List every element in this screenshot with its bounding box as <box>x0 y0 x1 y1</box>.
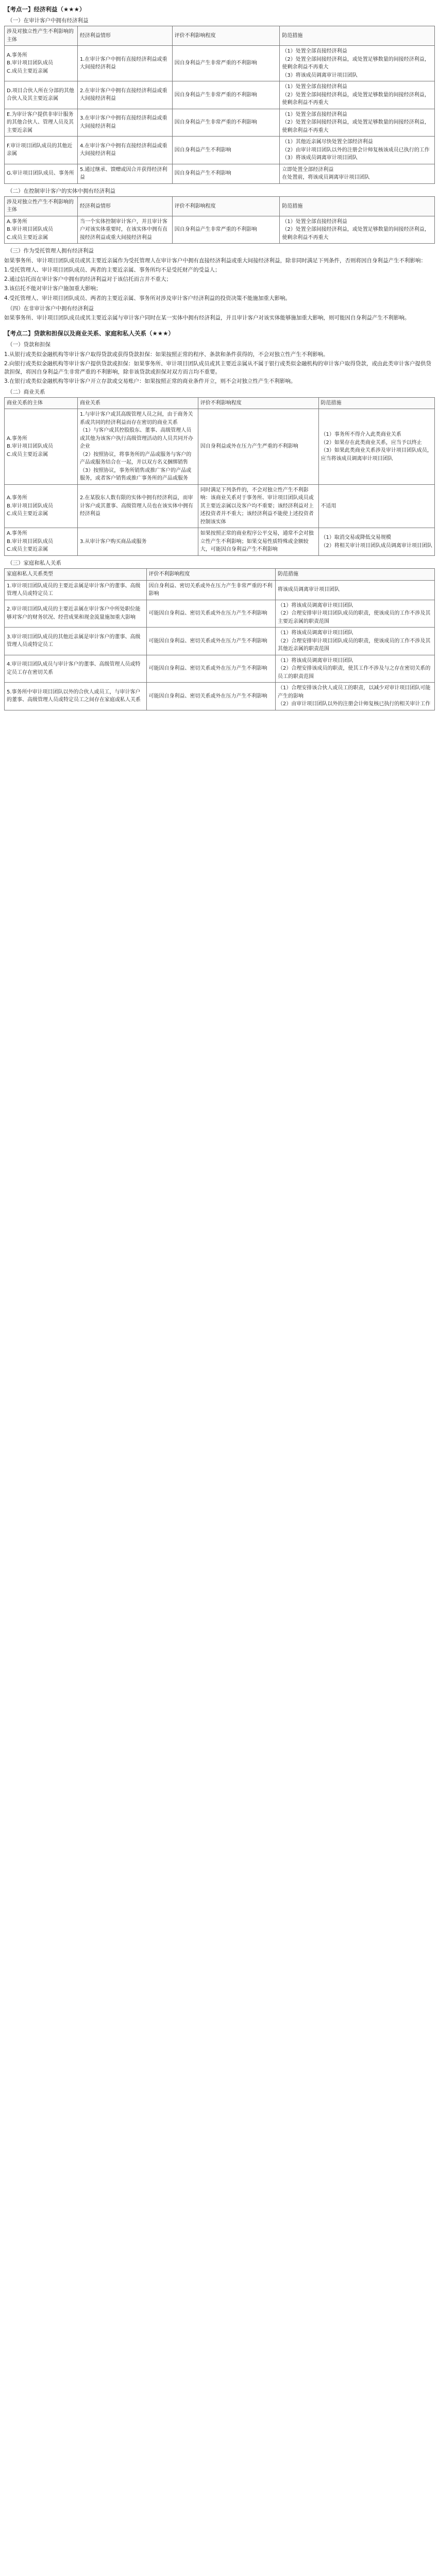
cell-line: 立即处置全部经济利益 <box>282 166 334 173</box>
cell-line: （1）取消交易或降低交易规模 <box>320 535 391 541</box>
table-header-cell: 评价不利影响程度 <box>172 196 280 216</box>
table-header-cell: 防范措施 <box>280 196 435 216</box>
table-controlling-entity <box>4 196 435 244</box>
cell-line: E.为审计客户提供非审计服务的其他合伙人、管理人员及其主要近亲属 <box>7 111 74 133</box>
section-1-sub-3: （三）作为受托管理人拥有经济利益 <box>7 248 94 255</box>
cell-line: 将该成员调离审计项目团队 <box>278 587 340 593</box>
table-cell <box>5 109 78 137</box>
table-cell <box>172 137 280 164</box>
table-row <box>5 683 435 710</box>
cell-line: 因自身利益产生不利影响 <box>174 171 231 177</box>
table-row <box>5 137 435 164</box>
cell-line: G.审计项目团队成员、事务所 <box>7 171 74 177</box>
table-cell <box>77 46 172 81</box>
table-cell <box>172 164 280 183</box>
cell-line: C.成员主要近亲属 <box>7 234 48 241</box>
cell-line: 3.在审计客户中拥有直接经济利益或重大间接经济利益 <box>79 115 167 129</box>
cell-line: A.事务所 <box>7 218 27 225</box>
table-header-cell: 涉及对独立性产生不利影响的主体 <box>5 196 78 216</box>
cell-line: 4.审计项目团队成员与审计客户的董事、高级管理人员或特定员工存在密切关系 <box>7 662 141 675</box>
paragraph: 2.向银行或类似金融机构等审计客户提供贷款或担保：如果事务所、审计项目团队成员或其主要近亲属从不属于银行或类似金融机构的审计客户取得贷款，或由此类审计客户提供贷款担保，将因自身利益产生非常严重的不利影响，除非该贷款或担保对双方而言均不重要。 <box>4 360 432 376</box>
cell-line: 因自身利益产生非常严重的不利影响 <box>174 60 257 66</box>
cell-line: （2）处置全部间接经济利益，或处置足够数量的间接经济利益，使剩余利益不再重大 <box>282 56 430 71</box>
cell-line: （1）将该成员调离审计项目团队 <box>278 657 353 664</box>
cell-line: （2）合理安排审计项目团队成员的职责，使该成员的工作不涉及其主要近亲属的职责范围 <box>278 611 431 624</box>
cell-line: （3）将该成员调离审计项目团队 <box>282 155 358 161</box>
table-header-cell: 经济利益情形 <box>77 196 172 216</box>
table-header-cell: 评价不利影响程度 <box>146 569 276 581</box>
table-cell <box>5 216 78 244</box>
table-cell <box>172 109 280 137</box>
table-row <box>5 109 435 137</box>
table-cell <box>280 216 435 244</box>
table-row <box>5 409 435 485</box>
paragraph: 1.受托管理人、审计项目团队成员、两者的主要近亲属、事务所均不是受托财产的受益人； <box>4 266 221 273</box>
table-cell <box>5 655 147 683</box>
table-cell <box>77 81 172 109</box>
table-cell <box>5 484 78 528</box>
table-header-cell: 防范措施 <box>276 569 435 581</box>
cell-line: 5.通过继承、馈赠或因合并获得经济利益 <box>79 166 167 181</box>
table-cell <box>280 164 435 183</box>
table-cell <box>318 528 434 556</box>
cell-line: （1）将该成员调离审计项目团队 <box>278 630 353 636</box>
cell-line: B.审计项目团队成员 <box>7 503 54 509</box>
table-row <box>5 580 435 600</box>
table-cell <box>198 409 318 485</box>
table-header-cell: 商业关系 <box>77 397 198 409</box>
section-2-sub-1: （一）贷款和担保 <box>7 342 50 348</box>
cell-line: （1）将该成员调离审计项目团队 <box>278 602 353 608</box>
table-cell <box>77 109 172 137</box>
table-family-relationship <box>4 568 435 710</box>
table-cell <box>276 600 435 628</box>
cell-line: （3）按照协议，事务所销售或推广客户的产品或服务，或者客户销售或推广事务所的产品或服务 <box>79 467 192 482</box>
cell-line: 可能因自身利益、密切关系或外在压力产生不利影响 <box>148 693 267 699</box>
table-cell <box>77 484 198 528</box>
cell-line: （1）其他近亲属尽快处置全部经济利益 <box>282 139 373 145</box>
table-row <box>5 164 435 183</box>
cell-line: 3.审计项目团队成员的其他近亲属是审计客户的董事、高级管理人员或特定员工 <box>7 634 141 648</box>
table-header-cell: 评价不利影响程度 <box>172 26 280 46</box>
cell-line: （2）处置全部间接经济利益，或处置足够数量的间接经济利益，使剩余利益不再重大 <box>282 92 430 106</box>
cell-line: （1）处置全部直接经济利益 <box>282 84 347 90</box>
cell-line: 在处置前，将该成员调离审计项目团队 <box>282 175 370 181</box>
cell-line: （1）事务所不得介入此类商业关系 <box>320 432 401 438</box>
cell-line: 1.审计项目团队成员的主要近亲属是审计客户的董事、高级管理人员或特定员工 <box>7 583 141 597</box>
table-cell <box>5 164 78 183</box>
cell-line: （2）如果存在此类商业关系，应当予以终止 <box>320 439 422 446</box>
table-cell <box>77 164 172 183</box>
cell-line: F.审计项目团队成员的其他近亲属 <box>7 143 73 157</box>
cell-line: 5.事务所中审计项目团队以外的合伙人或员工，与审计客户的董事、高级管理人员或特定员工之间存在家庭或私人关系 <box>7 689 141 703</box>
table-row <box>5 46 435 81</box>
cell-line: 2.在某股东人数有限的实体中拥有经济利益，而审计客户或其董事、高级管理人员也在该实体中拥有经济利益 <box>79 495 193 517</box>
cell-line: B.审计项目团队成员 <box>7 60 54 66</box>
cell-line: C.成员主要近亲属 <box>7 547 48 553</box>
cell-line: 因自身利益或外在压力产生严重的不利影响 <box>200 444 298 450</box>
table-cell <box>198 484 318 528</box>
table-cell <box>318 484 434 528</box>
cell-line: 不适用 <box>320 503 336 509</box>
cell-line: （1）处置全部直接经济利益 <box>282 218 347 225</box>
table-header-cell: 防范措施 <box>318 397 434 409</box>
table-cell <box>276 628 435 655</box>
cell-line: （1）与客户或其控股股东、董事、高级管理人员或其他为该客户执行高级管理活动的人员共同开办企业 <box>79 428 193 450</box>
cell-line: 2.在审计客户中拥有直接经济利益或重大间接经济利益 <box>79 88 167 102</box>
section-2-title: 【考点二】贷款和担保以及商业关系、家庭和私人关系（★★★） <box>4 330 174 337</box>
table-cell <box>5 137 78 164</box>
cell-line: （2）处置全部间接经济利益，或处置足够数量的间接经济利益，使剩余利益不再重大 <box>282 227 430 241</box>
cell-line: （2）处置全部间接经济利益，或处置足够数量的间接经济利益，使剩余利益不再重大 <box>282 120 430 133</box>
paragraph: 如果事务所、审计项目团队成员或其主要近亲属作为受托管理人在审计客户中拥有直接经济利益或重大间接经济利益，除非同时满足下列条件，否则将因自身利益产生不利影响： <box>4 257 426 264</box>
cell-line: 可能因自身利益、密切关系或外在压力产生不利影响 <box>148 638 267 644</box>
cell-line: B.审计项目团队成员 <box>7 538 54 545</box>
table-cell <box>318 409 434 485</box>
table-cell <box>280 137 435 164</box>
section-2-sub-2: （二）商业关系 <box>7 388 45 395</box>
cell-line: （1）合理安排该合伙人或员工的职责，以减少对审计项目团队可能产生的影响 <box>278 685 431 699</box>
table-cell <box>280 81 435 109</box>
table-cell <box>5 580 147 600</box>
table-row <box>5 216 435 244</box>
table-cell <box>198 528 318 556</box>
paragraph: 3.在银行或类似金融机构等审计客户开立存款或交易账户：如果按照正常的商业条件开立，则不会对独立性产生不利影响。 <box>4 378 296 385</box>
cell-line: A.事务所 <box>7 531 27 537</box>
cell-line: （2）由审计项目团队以外的注册会计师复核该成员已执行的工作 <box>282 147 430 153</box>
table-cell <box>77 528 198 556</box>
cell-line: 如果按照正常的商业程序公平交易，通常不会对独立性产生不利影响；如果交易性质特殊或金额较大，可能因自身利益产生不利影响 <box>200 531 314 553</box>
table-row <box>5 528 435 556</box>
cell-line: 因自身利益、密切关系或外在压力产生非常严重的不利影响 <box>148 583 273 597</box>
table-cell <box>5 683 147 710</box>
cell-line: B.审计项目团队成员 <box>7 227 54 233</box>
table-cell <box>5 628 147 655</box>
table-cell <box>5 600 147 628</box>
table-cell <box>172 216 280 244</box>
paragraph: 4.受托管理人、审计项目团队成员、两者的主要近亲属、事务所对涉及审计客户经济利益的投资决策不能施加重大影响。 <box>4 295 291 301</box>
table-cell <box>77 137 172 164</box>
cell-line: C.成员主要近亲属 <box>7 511 48 517</box>
table-cell <box>146 683 276 710</box>
table-cell <box>77 216 172 244</box>
table-cell <box>5 81 78 109</box>
cell-line: 因自身利益产生非常严重的不利影响 <box>174 120 257 126</box>
section-1-sub-4: （四）在非审计客户中拥有经济利益 <box>7 305 94 312</box>
table-cell <box>146 600 276 628</box>
section-1-title: 【考点一】经济利益（★★★） <box>4 6 86 13</box>
cell-line: 1.与审计客户或其高级管理人员之间，由于商务关系或共同的经济利益而存在密切的商业关系 <box>79 412 193 426</box>
cell-line: 因自身利益产生非常严重的不利影响 <box>174 227 257 233</box>
table-cell <box>280 46 435 81</box>
cell-line: 2.审计项目团队成员的主要近亲属在审计客户中所处职位能够对客户的财务状况、经营成果和现金流量施加重大影响 <box>7 606 141 620</box>
table-row <box>5 655 435 683</box>
table-header-row <box>5 196 435 216</box>
table-economic-interest <box>4 26 435 184</box>
cell-line: （3）将该成员调离审计项目团队 <box>282 72 358 78</box>
cell-line: 4.在审计客户中拥有直接经济利益或重大间接经济利益 <box>79 143 167 157</box>
table-cell <box>172 81 280 109</box>
table-cell <box>5 528 78 556</box>
table-cell <box>146 655 276 683</box>
cell-line: （2）合理安排审计项目团队成员的职责，使该成员的工作不涉及其其他近亲属的职责范围 <box>278 638 431 652</box>
paragraph: 3.该信托不能对审计客户施加重大影响； <box>4 285 102 292</box>
table-cell <box>5 46 78 81</box>
cell-line: （2）按照协议，将事务所的产品或服务与客户的产品或服务结合在一起，并以双方名义捆绑销售 <box>79 451 192 466</box>
cell-line: （2）合理安排该成员的职责，使其工作不涉及与之存在密切关系的员工的职责范围 <box>278 666 431 680</box>
section-1-sub-2: （二）在控制审计客户的实体中拥有经济利益 <box>7 188 115 194</box>
table-row <box>5 484 435 528</box>
cell-line: D.项目合伙人所在分部的其他合伙人及其主要近亲属 <box>7 88 74 102</box>
table-cell <box>276 683 435 710</box>
table-cell <box>276 580 435 600</box>
cell-line: 当一个实体控制审计客户，并且审计客户对该实体重要时，在该实体中拥有直接经济利益或重大间接经济利益 <box>79 218 167 241</box>
paragraph: 如果事务所、审计项目团队成员或其主要近亲属与审计客户同时在某一实体中拥有经济利益，并且审计客户对该实体能够施加重大影响，则可能因自身利益产生不利影响。 <box>4 315 410 321</box>
document-page <box>0 0 439 717</box>
cell-line: 因自身利益产生非常严重的不利影响 <box>174 92 257 98</box>
cell-line: 1.在审计客户中拥有直接经济利益或重大间接经济利益 <box>79 56 167 71</box>
cell-line: （2）将相关审计项目团队成员调离审计项目团队 <box>320 543 432 549</box>
table-header-cell: 家庭和私人关系类型 <box>5 569 147 581</box>
table-row <box>5 628 435 655</box>
section-2-sub-3: （三）家庭和私人关系 <box>7 560 61 566</box>
cell-line: （3）如果此类商业关系涉及审计项目团队成员，应当将该成员调离审计项目团队 <box>320 448 432 462</box>
table-cell <box>5 409 78 485</box>
paragraph: 1.从银行或类似金融机构等审计客户取得贷款或获得贷款担保：如果按照正常的程序、条款和条件获得的，不会对独立性产生不利影响。 <box>4 351 329 358</box>
cell-line: C.成员主要近亲属 <box>7 68 48 74</box>
table-cell <box>146 580 276 600</box>
cell-line: 可能因自身利益、密切关系或外在压力产生不利影响 <box>148 666 267 672</box>
cell-line: 同时满足下列条件的，不会对独立性产生不利影响：该商业关系对于事务所、审计项目团队成员或其主要近亲属以及客户均不重要；该经济利益对上述投资者并不重大；该经济利益不能使上述投资者控制该实体 <box>200 487 314 525</box>
table-header-cell: 涉及对独立性产生不利影响的主体 <box>5 26 78 46</box>
cell-line: （2）由审计项目团队以外的注册会计师复核已执行的相关审计工作 <box>278 701 431 707</box>
table-cell <box>172 46 280 81</box>
table-header-row <box>5 569 435 581</box>
table-cell <box>276 655 435 683</box>
cell-line: A.事务所 <box>7 435 27 442</box>
table-cell <box>77 409 198 485</box>
cell-line: A.事务所 <box>7 52 27 58</box>
table-row <box>5 81 435 109</box>
cell-line: 可能因自身利益、密切关系或外在压力产生不利影响 <box>148 611 267 617</box>
section-1-sub-1: （一）在审计客户中拥有经济利益 <box>7 17 89 24</box>
table-header-row <box>5 26 435 46</box>
cell-line: （1）处置全部直接经济利益 <box>282 48 347 55</box>
cell-line: B.审计项目团队成员 <box>7 444 54 450</box>
cell-line: A.事务所 <box>7 495 27 501</box>
table-business-relationship <box>4 397 435 556</box>
table-row <box>5 600 435 628</box>
table-cell <box>146 628 276 655</box>
table-cell <box>280 109 435 137</box>
table-header-row <box>5 397 435 409</box>
table-header-cell: 商业关系的主体 <box>5 397 78 409</box>
table-header-cell: 评价不利影响程度 <box>198 397 318 409</box>
table-header-cell: 防范措施 <box>280 26 435 46</box>
cell-line: 因自身利益产生不利影响 <box>174 147 231 153</box>
paragraph: 2.通过信托而在审计客户中拥有的经济利益对于该信托而言并不重大； <box>4 276 172 283</box>
cell-line: C.成员主要近亲属 <box>7 451 48 457</box>
table-header-cell: 经济利益情形 <box>77 26 172 46</box>
cell-line: （1）处置全部直接经济利益 <box>282 111 347 117</box>
cell-line: 3.从审计客户购买商品或服务 <box>79 538 147 545</box>
